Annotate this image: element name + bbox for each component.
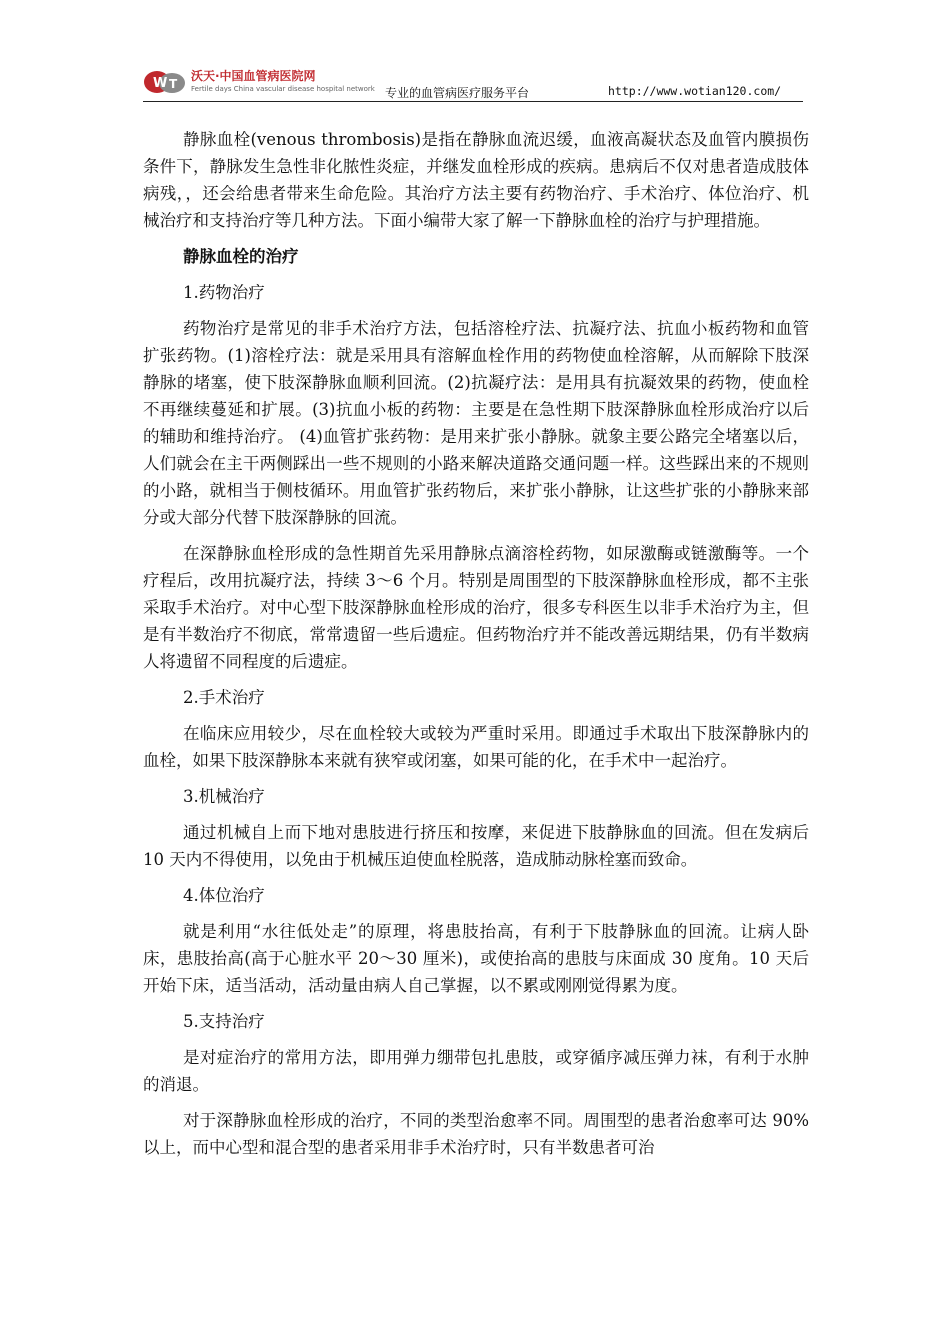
site-logo[interactable] [143, 64, 375, 100]
subheading-mechanical: 3.机械治疗 [183, 787, 265, 806]
subheading-drug-therapy: 1.药物治疗 [183, 283, 265, 302]
paragraph-support: 是对症治疗的常用方法，即用弹力绷带包扎患肢，或穿循序减压弹力袜，有利于水肿的消退。 [143, 1048, 809, 1094]
logo-mark-icon [143, 68, 187, 96]
logo-subtitle: Fertile days China vascular disease hospital network [191, 85, 375, 93]
article-body [143, 126, 809, 1170]
paragraph-cure-rate: 对于深静脉血栓形成的治疗，不同的类型治愈率不同。周围型的患者治愈率可达 90%以上，而中心型和混合型的患者采用非手术治疗时，只有半数患者可治 [143, 1111, 809, 1157]
paragraph-acute-phase: 在深静脉血栓形成的急性期首先采用静脉点滴溶栓药物，如尿激酶或链激酶等。一个疗程后，改用抗凝疗法，持续 3～6 个月。特别是周围型的下肢深静脉血栓形成，都不主张采取手术治疗。对中心型下肢深静脉血栓形成的治疗，很多专科医生以非手术治疗为主，但是有半数治疗不彻底，常常遗留一些后遗症。但药物治疗并不能改善远期结果，仍有半数病人将遗留不同程度的后遗症。 [143, 544, 809, 671]
intro-paragraph: 静脉血栓(venous thrombosis)是指在静脉血流迟缓，血液高凝状态及血管内膜损伤条件下，静脉发生急性非化脓性炎症，并继发血栓形成的疾病。患病后不仅对患者造成肢体病残，，还会给患者带来生命危险。其治疗方法主要有药物治疗、手术治疗、体位治疗、机械治疗和支持治疗等几种方法。下面小编带大家了解一下静脉血栓的治疗与护理措施。 [143, 130, 809, 230]
page-header [143, 62, 803, 102]
paragraph-position: 就是利用“水往低处走”的原理，将患肢抬高，有利于下肢静脉血的回流。让病人卧床，患肢抬高(高于心脏水平 20～30 厘米)，或使抬高的患肢与床面成 30 度角。10 天后开始下床，适当活动，活动量由病人自己掌握，以不累或刚刚觉得累为度。 [143, 922, 809, 995]
svg-text:T: T [169, 77, 178, 91]
subheading-support: 5.支持治疗 [183, 1012, 265, 1031]
paragraph-surgery: 在临床应用较少，尽在血栓较大或较为严重时采用。即通过手术取出下肢深静脉内的血栓，如果下肢深静脉本来就有狭窄或闭塞，如果可能的化，在手术中一起治疗。 [143, 724, 809, 770]
subheading-surgery: 2.手术治疗 [183, 688, 265, 707]
site-tagline: 专业的血管病医疗服务平台 [385, 86, 530, 100]
paragraph-mechanical: 通过机械自上而下地对患肢进行挤压和按摩，来促进下肢静脉血的回流。但在发病后 10 天内不得使用，以免由于机械压迫使血栓脱落，造成肺动脉栓塞而致命。 [143, 823, 809, 869]
site-url-link[interactable]: http://www.wotian120.com/ [608, 84, 782, 98]
header-divider [143, 101, 803, 102]
subheading-position: 4.体位治疗 [183, 886, 265, 905]
section-heading: 静脉血栓的治疗 [183, 247, 299, 266]
svg-text:W: W [153, 76, 168, 91]
logo-title: 沃天·中国血管病医院网 [191, 69, 316, 83]
paragraph-drug-therapy: 药物治疗是常见的非手术治疗方法，包括溶栓疗法、抗凝疗法、抗血小板药物和血管扩张药物。(1)溶栓疗法：就是采用具有溶解血栓作用的药物使血栓溶解，从而解除下肢深静脉的堵塞，使下肢深静脉血顺利回流。(2)抗凝疗法：是用具有抗凝效果的药物，使血栓不再继续蔓延和扩展。(3)抗血小板的药物：主要是在急性期下肢深静脉血栓形成治疗以后的辅助和维持治疗。 (4)血管扩张药物：是用来扩张小静脉。就象主要公路完全堵塞以后，人们就会在主干两侧踩出一些不规则的小路来解决道路交通问题一样。这些踩出来的不规则的小路，就相当于侧枝循环。用血管扩张药物后，来扩张小静脉，让这些扩张的小静脉来部分或大部分代替下肢深静脉的回流。 [143, 319, 809, 527]
